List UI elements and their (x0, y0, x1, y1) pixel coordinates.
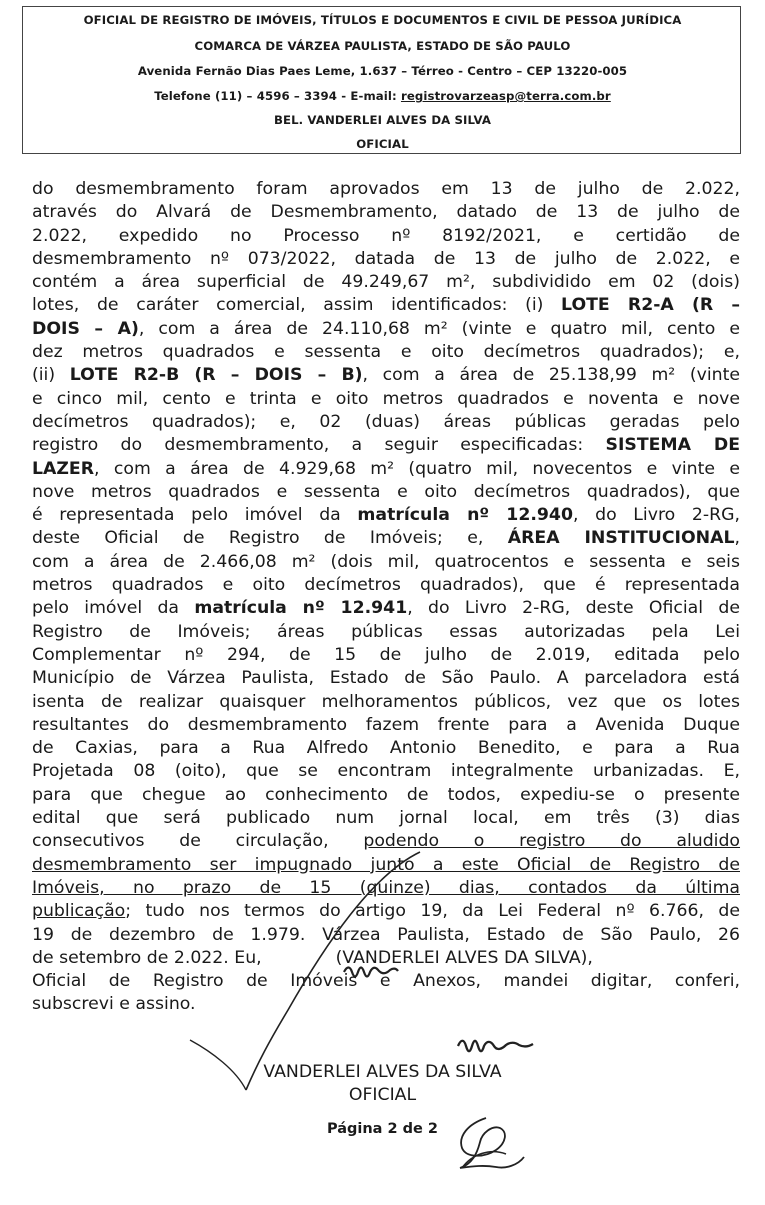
text-line: de Caxias, para a Rua Alfredo Antonio Benedito, e para a Rua (32, 738, 740, 759)
officer-name: BEL. VANDERLEI ALVES DA SILVA (273, 113, 492, 127)
text-line: contém a área superficial de 49.249,67 m², subdividido em 02 (dois) (32, 272, 740, 293)
registry-name: OFICIAL DE REGISTRO DE IMÓVEIS, TÍTULOS E DOCUMENTOS E CIVIL DE PESSOA JURÍDICA (83, 13, 682, 27)
address: Avenida Fernão Dias Paes Leme, 1.637 – Térreo - Centro – CEP 13220-005 (137, 64, 628, 78)
text-line: pelo imóvel da matrícula nº 12.941, do Livro 2-RG, deste Oficial de (32, 598, 740, 619)
registration-12940: matrícula nº 12.940 (357, 505, 573, 526)
text-line: de setembro de 2.022. Eu, (VANDERLEI ALVES DA SILVA), (32, 947, 593, 968)
text-line: decímetros quadrados); e, 02 (duas) áreas públicas geradas pelo (32, 411, 740, 432)
text-line: e cinco mil, cento e trinta e oito metros quadrados e noventa e nove (32, 388, 740, 409)
initials (462, 1152, 506, 1168)
text-line: DOIS – A), com a área de 24.110,68 m² (vinte e quatro mil, cento e (32, 318, 741, 339)
text-line: do desmembramento foram aprovados em 13 de julho de 2.022, (32, 179, 740, 199)
underlined-clause: podendo o registro do aludido (363, 831, 741, 852)
text-line: 2.022, expedido no Processo nº 8192/2021, e certidão de (32, 225, 740, 246)
text-line: 19 de dezembro de 1.979. Várzea Paulista, Estado de São Paulo, 26 (32, 924, 740, 945)
registration-12941: matrícula nº 12.941 (194, 598, 408, 619)
text-line: dez metros quadrados e sessenta e oito decímetros quadrados); e, (32, 342, 740, 363)
text-line: LAZER, com a área de 4.929,68 m² (quatro mil, novecentos e vinte e (32, 458, 740, 479)
text-line: para que chegue ao conhecimento de todos, expediu-se o presente (32, 784, 740, 805)
text-line: Oficial de Registro de Imóveis e Anexos, mandei digitar, conferi, (32, 971, 740, 992)
signatory-name: VANDERLEI ALVES DA SILVA (263, 1062, 502, 1082)
signatory-title: OFICIAL (348, 1085, 417, 1105)
officer-title: OFICIAL (356, 137, 409, 151)
text-line: subscrevi e assino. (32, 994, 196, 1015)
text-line: resultantes do desmembramento fazem frente para a Avenida Duque (32, 714, 740, 735)
comarca: COMARCA DE VÁRZEA PAULISTA, ESTADO DE SÃO PAULO (194, 39, 571, 53)
text-line: desmembramento ser impugnado junto a este Oficial de Registro de (32, 854, 740, 875)
text-line: metros quadrados e oito decímetros quadrados), que é representada (32, 575, 740, 596)
lot-r2a-label-cont: DOIS – A) (32, 318, 139, 339)
institutional-area-label: ÁREA INSTITUCIONAL (507, 528, 735, 549)
text-line: é representada pelo imóvel da matrícula nº 12.940, do Livro 2-RG, (32, 505, 741, 526)
leisure-system-label-cont: LAZER (32, 458, 95, 479)
contact-line (0, 89, 765, 103)
text-line: registro do desmembramento, a seguir especificadas: SISTEMA DE (32, 435, 741, 456)
phone: Telefone (11) – 4596 – 3394 - E-mail: (154, 89, 397, 103)
text-line: lotes, de caráter comercial, assim identificados: (i) LOTE R2-A (R – (32, 295, 740, 316)
email-link[interactable]: registrovarzeasp@terra.com.br (400, 89, 611, 103)
text-line: consecutivos de circulação, podendo o registro do aludido (32, 831, 741, 852)
leisure-system-label: SISTEMA DE (605, 435, 741, 456)
text-line: Imóveis, no prazo de 15 (quinze) dias, contados da última (32, 877, 740, 898)
text-line: edital que será publicado num jornal local, em três (3) dias (32, 808, 740, 829)
main-signature (458, 1041, 533, 1052)
text-line: desmembramento nº 073/2022, datada de 13 de julho de 2.022, e (32, 248, 740, 269)
text-line: Município de Várzea Paulista, Estado de São Paulo. A parceladora está (32, 668, 740, 689)
text-line: com a área de 2.466,08 m² (dois mil, quatrocentos e sessenta e seis (32, 551, 740, 572)
edital-body (32, 178, 740, 1017)
lot-r2b-label: LOTE R2-B (R – DOIS – B) (69, 365, 363, 386)
text-line: publicação; tudo nos termos do artigo 19, da Lei Federal nº 6.766, de (32, 901, 740, 922)
letterhead-box (22, 6, 741, 154)
lot-r2a-label: LOTE R2-A (R – (561, 295, 740, 316)
text-line: Registro de Imóveis; áreas públicas essas autorizadas pela Lei (32, 621, 740, 642)
text-line: nove metros quadrados e sessenta e oito decímetros quadrados), que (32, 481, 740, 502)
text-line: Complementar nº 294, de 15 de julho de 2.019, editada pelo (32, 644, 740, 665)
text-line: isenta de realizar quaisquer melhoramentos públicos, vez que os lotes (32, 691, 740, 712)
text-line: deste Oficial de Registro de Imóveis; e, ÁREA INSTITUCIONAL, (32, 528, 740, 549)
text-line: através do Alvará de Desmembramento, datado de 13 de julho de (32, 202, 740, 223)
text-line: Projetada 08 (oito), que se encontram integralmente urbanizadas. E, (32, 761, 740, 782)
page-number: Página 2 de 2 (326, 1121, 438, 1137)
text-line: (ii) LOTE R2-B (R – DOIS – B), com a área de 25.138,99 m² (vinte (32, 365, 740, 386)
